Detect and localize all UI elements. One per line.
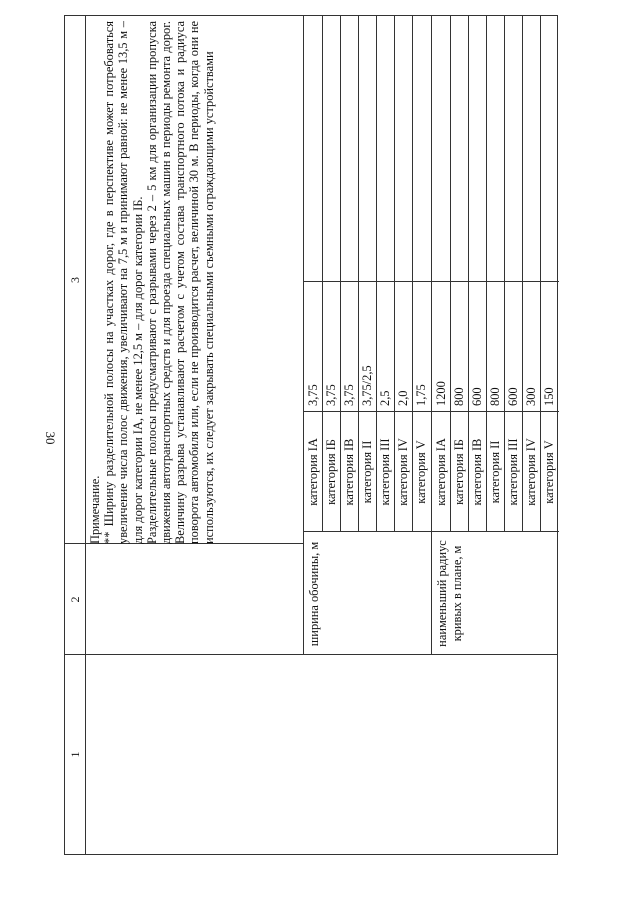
curve-value: 300 — [524, 387, 538, 406]
note-paragraph: ** Ширину разделительной полосы на участках дорог, где в перспективе может потребоваться увеличение числа полос движения, увеличивают на 7,5 м и принимают равной: не менее 13,5 м – для дорог категории IA, не менее 12,5 м – для дорог категории IБ. — [102, 21, 145, 544]
shoulder-width-label: ширина обочины, м — [307, 541, 321, 647]
column-number-2: 2 — [68, 596, 82, 603]
shoulder-value: 2,5 — [378, 390, 392, 406]
curve-category: категория IA — [434, 438, 448, 506]
curve-value: 800 — [452, 387, 466, 406]
shoulder-category: категория IV — [396, 438, 410, 506]
shoulder-category: категория III — [378, 438, 392, 506]
shoulder-value: 3,75 — [324, 384, 338, 406]
column-number-1: 1 — [68, 751, 82, 758]
page-number: 30 — [43, 431, 58, 445]
shoulder-value: 3,75 — [306, 384, 320, 406]
shoulder-category: категория IA — [306, 438, 320, 506]
curve-value: 600 — [470, 387, 484, 406]
note-paragraph: Разделительные полосы предусматривают с разрывами через 2 – 5 км для организации пропуска движения автотранспортных средств и для проезда специальных машин в периоды ремонта дорог. Величину разрыва устанавливают расчетом с учетом состава транспортного потока и радиуса поворота автомобиля или, если не производится расчет, величиной 30 м. В периоды, когда они не используются, их следует закрывать специальными съемными ограждающими устройствами — [144, 21, 216, 544]
curve-value: 800 — [488, 387, 502, 406]
note-heading: Примечание. — [88, 475, 102, 544]
header-rule — [85, 16, 86, 854]
curve-radius-label: наименьший радиус кривых в плане, м — [435, 540, 464, 647]
column-number-3: 3 — [68, 277, 82, 283]
curve-value: 1200 — [434, 381, 448, 406]
shoulder-value: 3,75 — [342, 384, 356, 406]
curve-value: 150 — [542, 387, 556, 406]
shoulder-category: категория II — [360, 440, 374, 504]
shoulder-value: 1,75 — [414, 384, 428, 406]
curve-category: категория IВ — [470, 438, 484, 506]
curve-category: категория IV — [524, 438, 538, 506]
curve-value: 600 — [506, 387, 520, 406]
shoulder-value: 3,75/2,5 — [360, 365, 374, 406]
curve-category: категория V — [542, 440, 556, 504]
shoulder-category: категория IБ — [324, 439, 338, 505]
shoulder-category: категория IВ — [342, 438, 356, 506]
rotated-table-wrapper — [64, 15, 558, 855]
note-block — [88, 21, 216, 544]
curve-category: категория II — [488, 440, 502, 504]
curve-category: категория III — [506, 438, 520, 506]
shoulder-category: категория V — [414, 440, 428, 504]
shoulder-value: 2,0 — [396, 390, 410, 406]
requirements-table — [64, 15, 558, 855]
column-divider — [65, 654, 557, 655]
curve-category: категория IБ — [452, 439, 466, 505]
